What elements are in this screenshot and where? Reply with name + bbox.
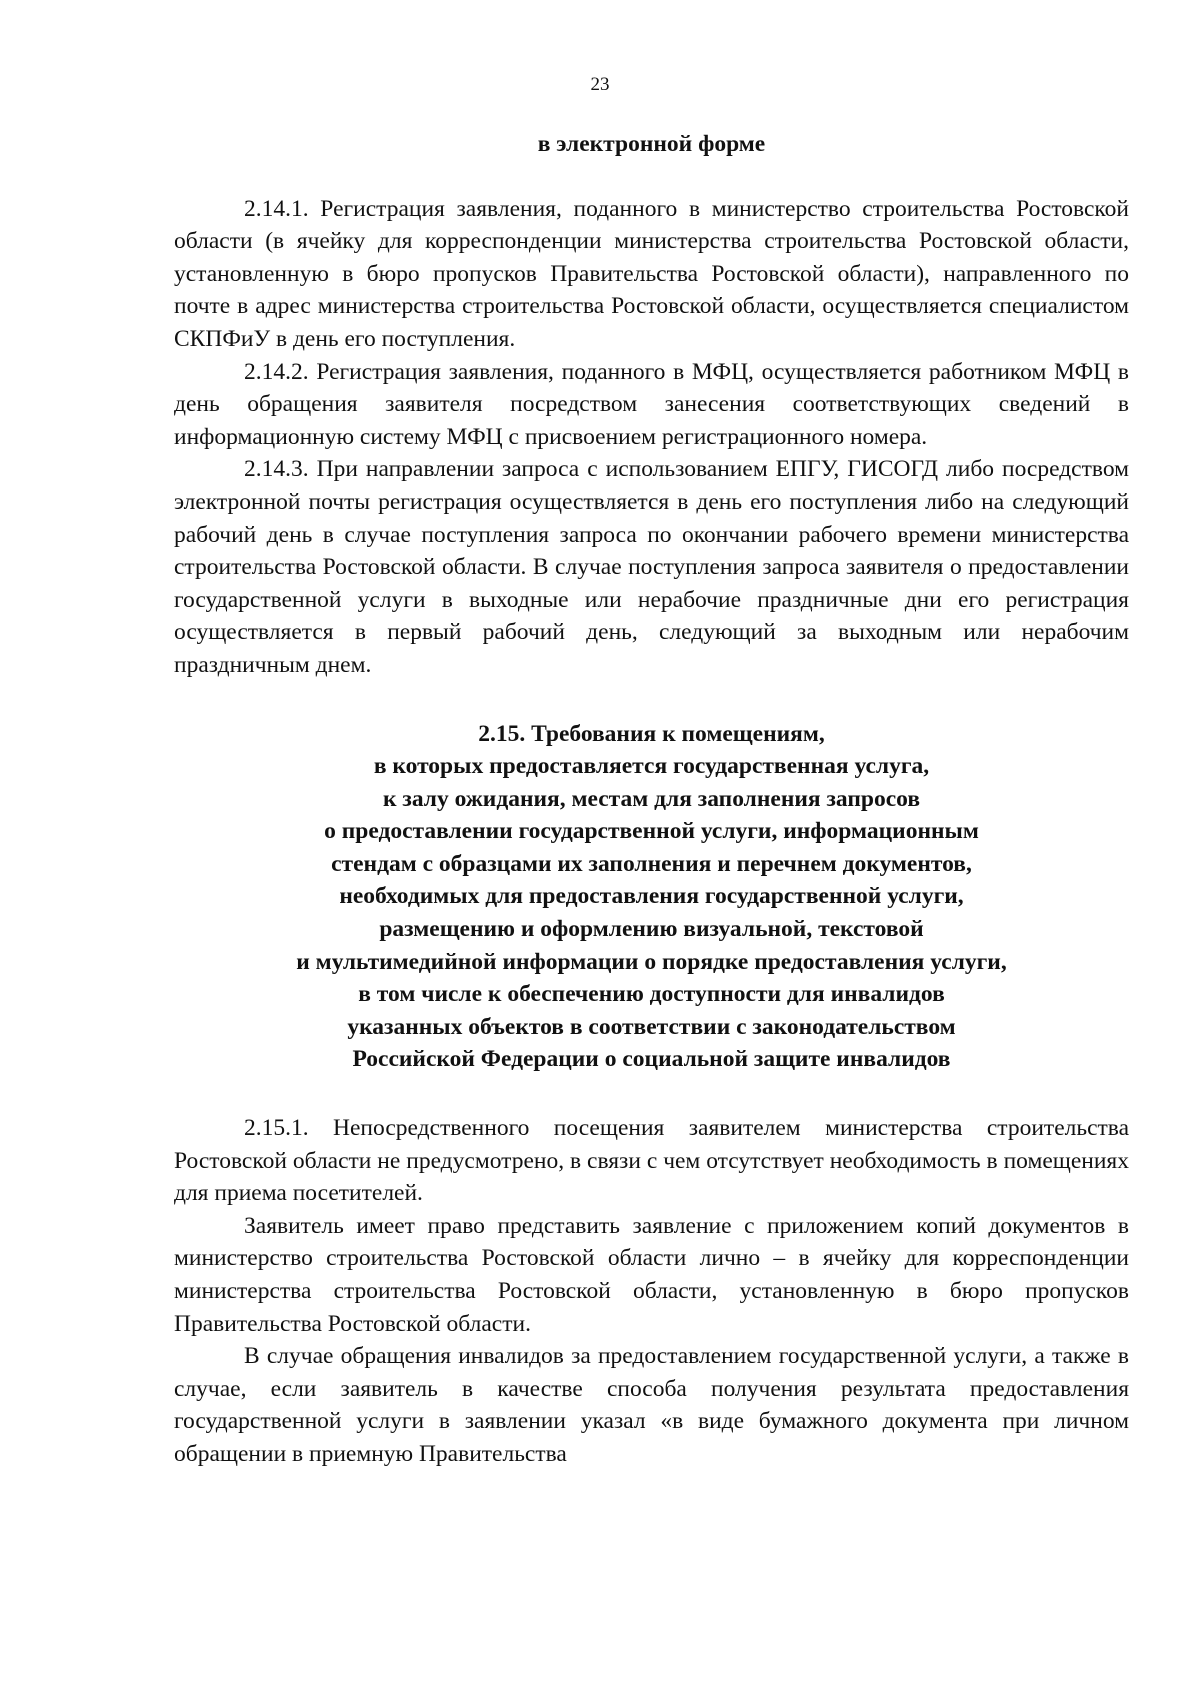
paragraph-2-15-1: 2.15.1. Непосредственного посещения заявителем министерства строительства Ростовской области не предусмотрено, в связи с чем отсутствует необходимость в помещениях для приема посетителей. [174, 1115, 1129, 1207]
page-content [174, 128, 1129, 1471]
section-heading-line: в том числе к обеспечению доступности для инвалидов [358, 981, 945, 1008]
section-heading-2-15 [174, 718, 1129, 1077]
page-number: 23 [590, 74, 610, 95]
section-spacer [174, 1076, 1129, 1112]
section-heading-line: стендам с образцами их заполнения и перечнем документов, [331, 850, 972, 877]
paragraph-2-14-3: 2.14.3. При направлении запроса с использованием ЕПГУ, ГИСОГД либо посредством электронной почты регистрация осуществляется в день его поступления либо на следующий рабочий день в случае поступления запроса по окончании рабочего времени министерства строительства Ростовской области. В случае поступления запроса заявителя о предоставлении государственной услуги в выходные или нерабочие праздничные дни его регистрация осуществляется в первый рабочий день, следующий за выходным или нерабочим праздничным днем. [174, 456, 1129, 678]
section-heading-line: размещению и оформлению визуальной, текстовой [379, 916, 924, 943]
paragraph-submission-rights: Заявитель имеет право представить заявление с приложением копий документов в министерство строительства Ростовской области лично – в ячейку для корреспонденции министерства строительства Ростовской области, установленную в бюро пропусков Правительства Ростовской области. [174, 1212, 1129, 1337]
section-heading-line: необходимых для предоставления государственной услуги, [339, 883, 964, 910]
subsection-heading: в электронной форме [537, 131, 766, 157]
paragraph-2-14-2: 2.14.2. Регистрация заявления, поданного в МФЦ, осуществляется работником МФЦ в день обращения заявителя посредством занесения соответствующих сведений в информационную систему МФЦ с присвоением регистрационного номера. [174, 358, 1129, 450]
section-heading-line: указанных объектов в соответствии с законодательством [347, 1013, 956, 1040]
paragraph-2-14-1: 2.14.1. Регистрация заявления, поданного в министерство строительства Ростовской области (в ячейку для корреспонденции министерства строительства Ростовской области, установленную в бюро пропусков Правительства Ростовской области), направленного по почте в адрес министерства строительства Ростовской области, осуществляется специалистом СКПФиУ в день его поступления. [174, 195, 1129, 352]
paragraph-disabled-persons: В случае обращения инвалидов за предоставлением государственной услуги, а также в случае, если заявитель в качестве способа получения результата предоставления государственной услуги в заявлении указал «в виде бумажного документа при личном обращении в приемную Правительства [174, 1343, 1129, 1467]
section-heading-line: 2.15. Требования к помещениям, [478, 720, 825, 747]
section-heading-line: в которых предоставляется государственная услуга, [373, 753, 930, 780]
section-heading-line: и мультимедийной информации о порядке предоставления услуги, [296, 948, 1007, 975]
section-heading-line: о предоставлении государственной услуги, информационным [324, 818, 979, 845]
section-heading-line: Российской Федерации о социальной защите инвалидов [352, 1046, 951, 1073]
section-heading-line: к залу ожидания, местам для заполнения запросов [382, 785, 921, 812]
section-spacer [174, 682, 1129, 718]
